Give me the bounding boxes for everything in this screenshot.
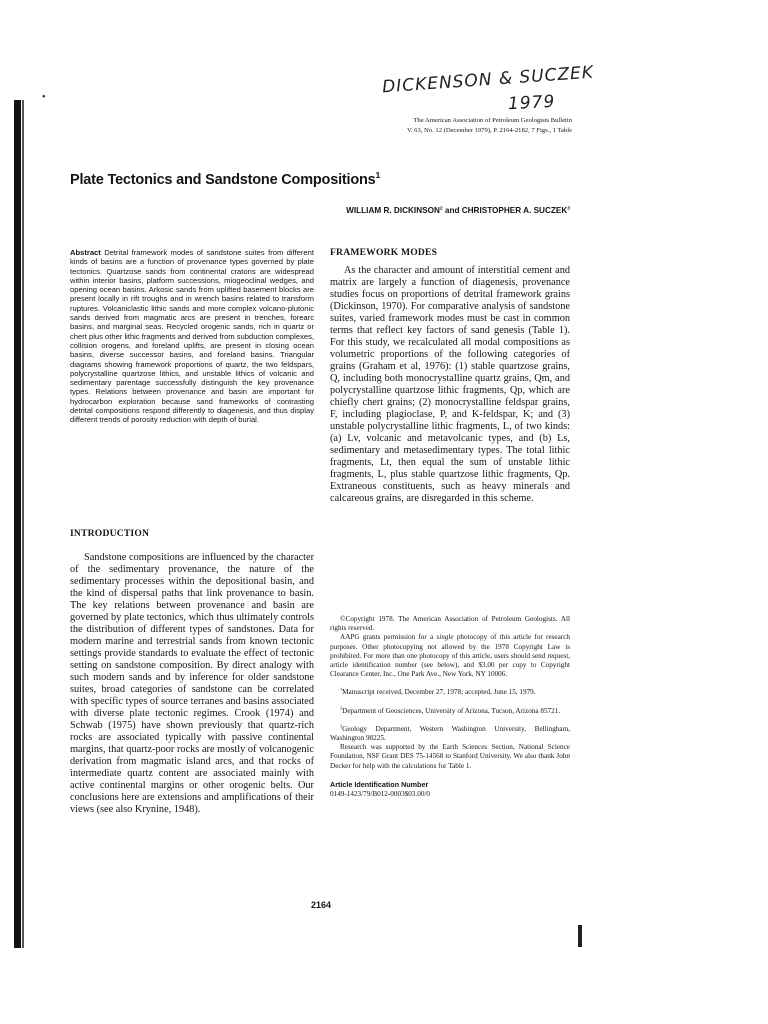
scan-binding-edge — [14, 100, 21, 948]
paper-title-text: Plate Tectonics and Sandstone Compositions — [70, 172, 376, 188]
author-1: WILLIAM R. DICKINSON — [346, 206, 440, 215]
footnote-2-text: Department of Geosciences, University of Arizona, Tucson, Arizona 85721. — [342, 706, 561, 715]
article-id-label-text: Article Identification Number — [330, 779, 429, 789]
journal-header — [366, 116, 572, 136]
handwritten-author-note: DICKENSON & SUCZEK — [381, 62, 595, 98]
introduction-heading: INTRODUCTION — [70, 528, 150, 539]
permission-notice — [330, 633, 570, 679]
copyright-notice: ©Copyright 1978. The American Association of Petroleum Geologists. All rights reserved. — [330, 615, 570, 633]
framework-modes-text: As the character and amount of interstitial cement and matrix are largely a function of diagenesis, provenance studies focus on proportions of detrital framework grains (Dickinson, 1970). For comparative analysis of sandstone suites, varied framework modes must be cast in common terms that reflect key factors of sand genesis (Table 1). For this study, we recalculated all modal compositions as volumetric proportions of the following categories of grains (Graham et al, 1976): (1) stable quartzose grains, Q, including both monocrystalline quartz grains, Qm, and polycrystalline quartzose lithic fragments, Qp, which are chiefly chert grains; (2) monocrystalline feldspar grains, F, including plagioclase, P, and K-feldspar, K; and (3) unstable polycrystalline lithic fragments, L, of two kinds: (a) Lv, volcanic and metavolcanic types, and (b) Ls, sedimentary and metasedimentary types. The total lithic fragments, Lt, then equal the sum of unstable lithic fragments, L, plus stable quartzose lithic fragments, Qp. Extraneous constituents, such as heavy minerals and calcareous grains, are disregarded in this scheme. — [330, 265, 570, 504]
footnote-1 — [330, 688, 570, 697]
footnote-1-mark: 1 — [340, 687, 343, 693]
author-1-note: 2 — [439, 206, 443, 212]
footnote-3 — [330, 725, 570, 743]
scan-speck: • — [42, 92, 46, 103]
article-id-number: 0149-1423/79/B012-0003$03.00/0 — [330, 790, 431, 799]
page-number: 2164 — [311, 900, 332, 910]
abstract-label: Abstract — [70, 248, 101, 257]
footnote-2-mark: 2 — [340, 705, 343, 711]
author-joiner: and — [442, 206, 462, 215]
scan-margin-mark — [578, 925, 582, 947]
permission-text-a: AAPG grants permission for a — [340, 633, 437, 642]
journal-citation: V. 63, No. 12 (December 1979), P. 2164-2182, 7 Figs., 1 Table — [406, 127, 572, 134]
research-acknowledgment: Research was supported by the Earth Sciences Section, National Science Foundation, NSF Grant DES 75-14568 to Stanford University. We also thank John Decker for help with the calculations for Table 1. — [330, 743, 570, 770]
title-footnote-mark: 1 — [375, 170, 381, 181]
footnote-1-text: Manuscript received, December 27, 1978; accepted, June 15, 1979. — [342, 688, 536, 697]
paper-title — [70, 172, 380, 188]
footnote-2 — [330, 707, 570, 716]
handwritten-year-note: 1979 — [507, 91, 556, 115]
footnote-3-text: Geology Department, Western Washington University, Bellingham, Washington 98225. — [330, 724, 570, 743]
scan-binding-shadow — [22, 100, 24, 948]
author-2-note: 3 — [567, 206, 570, 212]
journal-name: The American Association of Petroleum Geologists Bulletin — [413, 117, 572, 124]
author-line — [290, 206, 570, 215]
footnotes — [330, 615, 570, 799]
abstract-text: Detrital framework modes of sandstone suites from different kinds of basins are a function of provenance types governed by plate tectonics. Quartzose sands from continental cratons are widespread within interior basins, platform successions, miogeoclinal wedges, and opening ocean basins. Arkosic sands from uplifted basement blocks are present locally in rift troughs and in wrench basins related to transform ruptures. Volcaniclastic lithic sands and more complex volcano-plutonic sands derived from magmatic arcs are present in trenches, forearc basins, and marginal seas. Recycled orogenic sands, rich in quartz or chert plus other lithic fragments and derived from subduction complexes, collision orogens, and foreland uplifts, are present in closing ocean basins, diverse successor basins, and foreland basins. Triangular diagrams showing framework proportions of quartz, the two feldspars, polycrystalline quartzose lithics, and unstable lithics of volcanic and sedimentary parentage successfully distinguish the key provenance types. Relations between provenance and basin are important for hydrocarbon exploration because sand frameworks of contrasting detrital compositions respond differently to diagenesis, and thus display different trends of porosity reduction with depth of burial. — [70, 248, 314, 425]
footnote-3-mark: 3 — [340, 723, 343, 729]
author-2: CHRISTOPHER A. SUCZEK — [461, 206, 568, 215]
permission-text-b: photocopy of this article for research purposes. Other photocopying not allowed by the 1978 Copyright Law is prohibited. For more than one photocopy of this article, users should send request, article identification number (see below), and $3.00 per copy to Copyright Clearance Center, Inc., One Park Ave., New York, NY 10006. — [330, 633, 570, 679]
introduction-text: Sandstone compositions are influenced by the character of the sedimentary provenance, the nature of the sedimentary processes within the depositional basin, and the kind of dispersal paths that link provenance to basin. The key relations between provenance and basin are governed by plate tectonics, which thus ultimately controls the distribution of different types of sandstones. Data for modern marine and terrestrial sands from known tectonic settings provide standards to evaluate the effect of tectonic setting on sandstone composition. By direct analogy with such modern sands and by inference for older sandstone suites, broad categories of sandstone can be correlated with specific types of source terranes and basins associated with diverse plate tectonic regimes. Crook (1974) and Schwab (1975) have shown previously that quartz-rich rocks are associated typically with passive continental margins, that quartz-poor rocks are mostly of volcanogenic derivation from magmatic island arcs, and that rocks of intermediate quartz content are associated mainly with active continental margins or other orogenic belts. Our conclusions here are extensions and amplifications of their views (see also Krynine, 1948). — [70, 552, 314, 815]
abstract — [70, 248, 314, 425]
framework-modes-heading: FRAMEWORK MODES — [330, 247, 438, 258]
article-id-label — [330, 780, 570, 790]
permission-emphasis: single — [436, 633, 454, 642]
